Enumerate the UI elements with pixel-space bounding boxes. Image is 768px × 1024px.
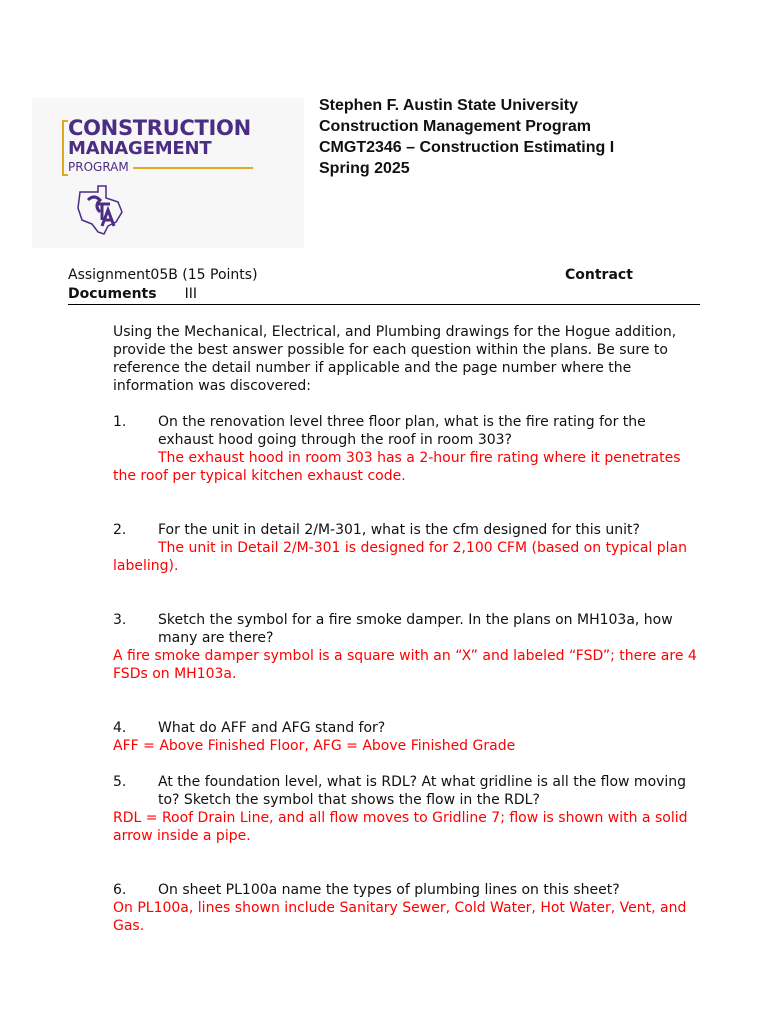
header-divider xyxy=(68,304,700,305)
program-name: Construction Management Program xyxy=(319,118,592,135)
university-name: Stephen F. Austin State University xyxy=(319,97,579,114)
question-number: 6. xyxy=(113,882,127,898)
question-text: At the foundation level, what is RDL? At what gridline is all the flow moving to? Sketch the symbol that shows the flow in the RDL? xyxy=(158,774,687,808)
question-number: 3. xyxy=(113,612,127,628)
answer-1: The exhaust hood in room 303 has a 2-hour fire rating where it penetrates the roof per typical kitchen exhaust code. xyxy=(113,450,681,484)
answer-6: On PL100a, lines shown include Sanitary Sewer, Cold Water, Hot Water, Vent, and Gas. xyxy=(113,900,687,934)
logo-line-construction: CONSTRUCTION xyxy=(68,116,251,140)
assignment-documents-label: Documents xyxy=(68,286,157,302)
answer-3: A fire smoke damper symbol is a square with an “X” and labeled “FSD”; there are 4 FSDs on MH103a. xyxy=(113,648,697,682)
question-number: 5. xyxy=(113,774,127,790)
question-4 xyxy=(113,719,703,737)
question-text: On sheet PL100a name the types of plumbing lines on this sheet? xyxy=(158,882,620,898)
question-5 xyxy=(113,773,703,809)
question-number: 1. xyxy=(113,414,127,430)
question-text: On the renovation level three floor plan, what is the fire rating for the exhaust hood going through the roof in room 303? xyxy=(158,414,646,448)
question-number: 4. xyxy=(113,720,127,736)
assignment-contract-label: Contract xyxy=(565,267,633,283)
term: Spring 2025 xyxy=(319,160,410,177)
sfa-texas-seal-icon xyxy=(72,182,128,238)
answer-4: AFF = Above Finished Floor, AFG = Above Finished Grade xyxy=(113,738,516,754)
question-number: 2. xyxy=(113,522,127,538)
question-1 xyxy=(113,413,703,449)
question-2 xyxy=(113,521,703,539)
question-3 xyxy=(113,611,703,647)
course-name: CMGT2346 – Construction Estimating I xyxy=(319,139,615,156)
question-text: For the unit in detail 2/M-301, what is the cfm designed for this unit? xyxy=(158,522,640,538)
logo-line-program xyxy=(68,160,253,174)
question-text: What do AFF and AFG stand for? xyxy=(158,720,386,736)
document-header xyxy=(319,95,614,179)
question-text: Sketch the symbol for a fire smoke damper. In the plans on MH103a, how many are there? xyxy=(158,612,673,646)
logo-gold-rule xyxy=(133,167,253,169)
program-logo xyxy=(32,98,304,248)
logo-line-management: MANAGEMENT xyxy=(68,138,212,159)
assignment-title: Assignment05B (15 Points) xyxy=(68,267,258,283)
answer-5: RDL = Roof Drain Line, and all flow moves to Gridline 7; flow is shown with a solid arrow inside a pipe. xyxy=(113,810,688,844)
question-6 xyxy=(113,881,703,899)
answer-2: The unit in Detail 2/M-301 is designed for 2,100 CFM (based on typical plan labeling). xyxy=(113,540,687,574)
assignment-body xyxy=(113,323,703,935)
assignment-part-number: III xyxy=(184,286,197,302)
logo-program-text: PROGRAM xyxy=(68,160,129,174)
assignment-heading xyxy=(68,266,700,304)
instructions-paragraph: Using the Mechanical, Electrical, and Plumbing drawings for the Hogue addition, provide the best answer possible for each question within the plans. Be sure to reference the detail number if applicable and the page number where the information was discovered: xyxy=(113,324,677,394)
